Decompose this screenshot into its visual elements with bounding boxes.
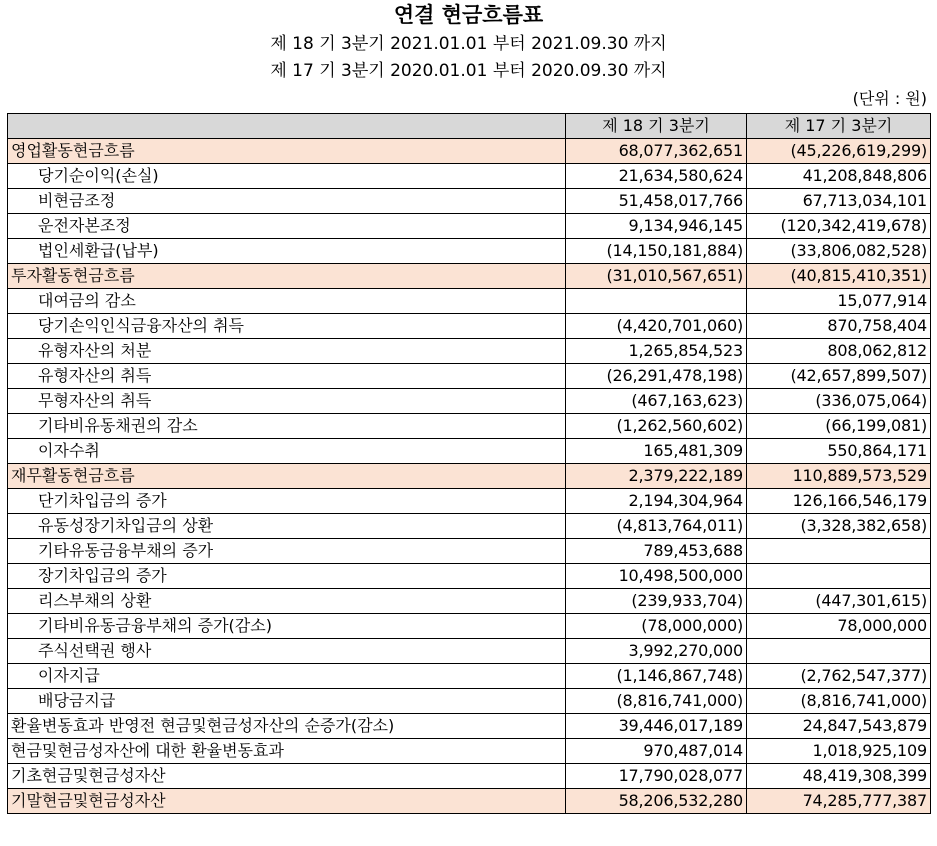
row-value-current: 789,453,688 <box>566 539 747 564</box>
row-value-current: (1,146,867,748) <box>566 664 747 689</box>
row-label: 리스부채의 상환 <box>8 589 566 614</box>
row-value-previous: (447,301,615) <box>747 589 931 614</box>
table-body <box>8 139 931 814</box>
row-value-current: 21,634,580,624 <box>566 164 747 189</box>
row-label: 이자수취 <box>8 439 566 464</box>
row-value-current <box>566 289 747 314</box>
header-previous-period: 제 17 기 3분기 <box>747 114 931 139</box>
row-label: 비현금조정 <box>8 189 566 214</box>
row-label: 기타비유동금융부채의 증가(감소) <box>8 614 566 639</box>
row-value-current: (26,291,478,198) <box>566 364 747 389</box>
row-label: 재무활동현금흐름 <box>8 464 566 489</box>
table-row <box>8 189 931 214</box>
header-current-period: 제 18 기 3분기 <box>566 114 747 139</box>
row-value-current: 58,206,532,280 <box>566 789 747 814</box>
row-value-current: 2,194,304,964 <box>566 489 747 514</box>
table-row <box>8 414 931 439</box>
row-label: 단기차입금의 증가 <box>8 489 566 514</box>
row-value-previous: (45,226,619,299) <box>747 139 931 164</box>
table-row <box>8 739 931 764</box>
row-value-previous: (8,816,741,000) <box>747 689 931 714</box>
period-previous: 제 17 기 3분기 2020.01.01 부터 2020.09.30 까지 <box>270 61 667 81</box>
table-row <box>8 614 931 639</box>
row-value-previous: 1,018,925,109 <box>747 739 931 764</box>
row-value-previous <box>747 564 931 589</box>
table-row <box>8 339 931 364</box>
cash-flow-table <box>7 113 931 814</box>
row-value-current: 17,790,028,077 <box>566 764 747 789</box>
document-title: 연결 현금흐름표 <box>393 3 544 27</box>
row-value-previous: 870,758,404 <box>747 314 931 339</box>
row-value-previous: 808,062,812 <box>747 339 931 364</box>
table-row <box>8 539 931 564</box>
table-row <box>8 789 931 814</box>
row-value-previous: 67,713,034,101 <box>747 189 931 214</box>
row-value-previous: (336,075,064) <box>747 389 931 414</box>
row-label: 기타비유동채권의 감소 <box>8 414 566 439</box>
row-value-current: (1,262,560,602) <box>566 414 747 439</box>
row-value-current: 970,487,014 <box>566 739 747 764</box>
table-row <box>8 364 931 389</box>
row-value-previous: 74,285,777,387 <box>747 789 931 814</box>
row-value-previous: 550,864,171 <box>747 439 931 464</box>
row-value-previous <box>747 539 931 564</box>
row-value-previous <box>747 639 931 664</box>
row-label: 이자지급 <box>8 664 566 689</box>
table-row <box>8 164 931 189</box>
table-row <box>8 289 931 314</box>
row-value-previous: (3,328,382,658) <box>747 514 931 539</box>
row-label: 기말현금및현금성자산 <box>8 789 566 814</box>
row-value-current: 2,379,222,189 <box>566 464 747 489</box>
table-row <box>8 564 931 589</box>
row-value-current: 1,265,854,523 <box>566 339 747 364</box>
row-value-current: (239,933,704) <box>566 589 747 614</box>
row-value-current: (14,150,181,884) <box>566 239 747 264</box>
row-value-current: 51,458,017,766 <box>566 189 747 214</box>
table-row <box>8 764 931 789</box>
table-row <box>8 689 931 714</box>
row-label: 무형자산의 취득 <box>8 389 566 414</box>
row-label: 유동성장기차입금의 상환 <box>8 514 566 539</box>
row-value-current: 3,992,270,000 <box>566 639 747 664</box>
row-value-previous: 126,166,546,179 <box>747 489 931 514</box>
row-value-current: 9,134,946,145 <box>566 214 747 239</box>
row-value-current: (78,000,000) <box>566 614 747 639</box>
row-value-previous: (120,342,419,678) <box>747 214 931 239</box>
row-value-previous: 24,847,543,879 <box>747 714 931 739</box>
header-label-cell <box>8 114 566 139</box>
row-value-current: (4,813,764,011) <box>566 514 747 539</box>
unit-label: (단위 : 원) <box>852 89 927 108</box>
row-label: 주식선택권 행사 <box>8 639 566 664</box>
row-label: 현금및현금성자산에 대한 환율변동효과 <box>8 739 566 764</box>
row-label: 법인세환급(납부) <box>8 239 566 264</box>
row-value-current: (8,816,741,000) <box>566 689 747 714</box>
row-label: 유형자산의 처분 <box>8 339 566 364</box>
row-label: 유형자산의 취득 <box>8 364 566 389</box>
row-value-current: (31,010,567,651) <box>566 264 747 289</box>
row-label: 배당금지급 <box>8 689 566 714</box>
table-row <box>8 489 931 514</box>
table-row <box>8 139 931 164</box>
row-label: 운전자본조정 <box>8 214 566 239</box>
row-value-previous: (66,199,081) <box>747 414 931 439</box>
row-value-current: (4,420,701,060) <box>566 314 747 339</box>
row-label: 장기차입금의 증가 <box>8 564 566 589</box>
row-value-previous: (2,762,547,377) <box>747 664 931 689</box>
row-value-previous: 48,419,308,399 <box>747 764 931 789</box>
row-label: 당기순이익(손실) <box>8 164 566 189</box>
table-row <box>8 264 931 289</box>
row-label: 당기손익인식금융자산의 취득 <box>8 314 566 339</box>
table-row <box>8 239 931 264</box>
table-header-row <box>8 114 931 139</box>
row-value-previous: 110,889,573,529 <box>747 464 931 489</box>
table-row <box>8 439 931 464</box>
table-row <box>8 589 931 614</box>
row-value-current: 39,446,017,189 <box>566 714 747 739</box>
table-row <box>8 214 931 239</box>
table-row <box>8 389 931 414</box>
row-value-previous: (42,657,899,507) <box>747 364 931 389</box>
row-label: 대여금의 감소 <box>8 289 566 314</box>
row-value-current: 10,498,500,000 <box>566 564 747 589</box>
row-value-previous: (40,815,410,351) <box>747 264 931 289</box>
row-label: 환율변동효과 반영전 현금및현금성자산의 순증가(감소) <box>8 714 566 739</box>
row-value-previous: 15,077,914 <box>747 289 931 314</box>
row-value-current: 165,481,309 <box>566 439 747 464</box>
row-value-current: (467,163,623) <box>566 389 747 414</box>
table-row <box>8 514 931 539</box>
row-value-previous: 78,000,000 <box>747 614 931 639</box>
table-row <box>8 639 931 664</box>
table-row <box>8 314 931 339</box>
row-label: 기타유동금융부채의 증가 <box>8 539 566 564</box>
table-row <box>8 664 931 689</box>
row-value-current: 68,077,362,651 <box>566 139 747 164</box>
period-current: 제 18 기 3분기 2021.01.01 부터 2021.09.30 까지 <box>270 34 667 54</box>
row-label: 영업활동현금흐름 <box>8 139 566 164</box>
row-label: 기초현금및현금성자산 <box>8 764 566 789</box>
row-value-previous: (33,806,082,528) <box>747 239 931 264</box>
row-label: 투자활동현금흐름 <box>8 264 566 289</box>
table-row <box>8 464 931 489</box>
row-value-previous: 41,208,848,806 <box>747 164 931 189</box>
table-row <box>8 714 931 739</box>
